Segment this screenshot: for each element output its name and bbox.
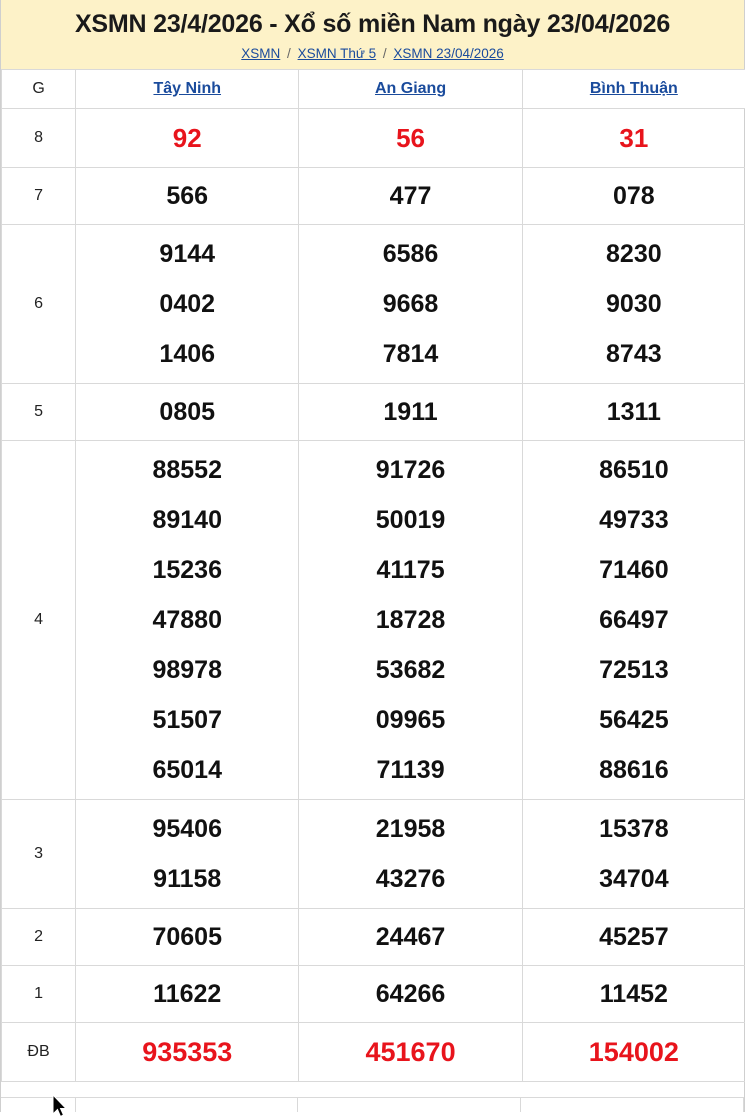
number: 91158: [76, 854, 298, 904]
lottery-results-table: [1, 69, 745, 1082]
number: 1911: [299, 388, 521, 436]
number: 88616: [523, 745, 745, 795]
breadcrumb-separator-2: /: [383, 46, 387, 61]
prize-label: 6: [2, 224, 76, 383]
province-link-tay-ninh[interactable]: Tây Ninh: [153, 80, 221, 97]
prize-label: 2: [2, 908, 76, 965]
table-row: [2, 167, 745, 224]
number: 451670: [299, 1027, 521, 1077]
number: 18728: [299, 595, 521, 645]
page-header: [1, 0, 744, 69]
number: 8743: [523, 329, 745, 379]
number: 41175: [299, 545, 521, 595]
number: 50019: [299, 495, 521, 545]
number: 9144: [76, 229, 298, 279]
number: 1406: [76, 329, 298, 379]
prize-numbers: [299, 224, 522, 383]
number: 70605: [76, 913, 298, 961]
number: 0402: [76, 279, 298, 329]
prize-numbers: [76, 440, 299, 799]
prize-numbers: [299, 908, 522, 965]
breadcrumb-item-3[interactable]: XSMN 23/04/2026: [393, 46, 503, 61]
number: 24467: [299, 913, 521, 961]
number: 21958: [299, 804, 521, 854]
prize-numbers: [299, 799, 522, 908]
breadcrumb: [9, 46, 736, 61]
number: 34704: [523, 854, 745, 904]
prize-numbers: [522, 908, 745, 965]
number: 0805: [76, 388, 298, 436]
number: 45257: [523, 913, 745, 961]
table-body: [2, 108, 745, 1081]
prize-numbers: [299, 1022, 522, 1081]
number: 91726: [299, 445, 521, 495]
prize-label: 5: [2, 383, 76, 440]
number: 72513: [523, 645, 745, 695]
table-row: [2, 1022, 745, 1081]
table-row: [2, 224, 745, 383]
prize-label: 8: [2, 108, 76, 167]
prize-numbers: [522, 799, 745, 908]
table-head: [2, 69, 745, 108]
prize-numbers: [299, 440, 522, 799]
prize-numbers: [76, 224, 299, 383]
number: 31: [523, 113, 745, 163]
table-row: [2, 108, 745, 167]
number: 7814: [299, 329, 521, 379]
table-row: [2, 799, 745, 908]
number: 8230: [523, 229, 745, 279]
number: 11452: [523, 970, 745, 1018]
number: 15378: [523, 804, 745, 854]
table-bottom-edge: [1, 1097, 744, 1112]
prize-numbers: [299, 965, 522, 1022]
number: 49733: [523, 495, 745, 545]
number: 88552: [76, 445, 298, 495]
number: 1311: [523, 388, 745, 436]
number: 92: [76, 113, 298, 163]
breadcrumb-separator-1: /: [287, 46, 291, 61]
prize-numbers: [299, 167, 522, 224]
prize-numbers: [522, 108, 745, 167]
prize-numbers: [522, 224, 745, 383]
province-header-an-giang: [299, 69, 522, 108]
number: 935353: [76, 1027, 298, 1077]
table-row: [2, 908, 745, 965]
prize-label: ĐB: [2, 1022, 76, 1081]
prize-numbers: [522, 1022, 745, 1081]
prize-numbers: [299, 108, 522, 167]
prize-label: 1: [2, 965, 76, 1022]
number: 64266: [299, 970, 521, 1018]
number: 89140: [76, 495, 298, 545]
prize-numbers: [76, 799, 299, 908]
breadcrumb-item-2[interactable]: XSMN Thứ 5: [298, 46, 377, 61]
breadcrumb-item-1[interactable]: XSMN: [241, 46, 280, 61]
province-header-tay-ninh: [76, 69, 299, 108]
prize-numbers: [76, 965, 299, 1022]
number: 95406: [76, 804, 298, 854]
number: 56425: [523, 695, 745, 745]
number: 15236: [76, 545, 298, 595]
number: 66497: [523, 595, 745, 645]
number: 566: [76, 172, 298, 220]
prize-label: 7: [2, 167, 76, 224]
number: 9030: [523, 279, 745, 329]
page-title: XSMN 23/4/2026 - Xổ số miền Nam ngày 23/04/2026: [9, 10, 736, 39]
province-link-an-giang[interactable]: An Giang: [375, 80, 446, 97]
prize-numbers: [522, 383, 745, 440]
prize-numbers: [76, 167, 299, 224]
prize-numbers: [522, 965, 745, 1022]
table-row: [2, 383, 745, 440]
prize-numbers: [522, 167, 745, 224]
number: 98978: [76, 645, 298, 695]
number: 86510: [523, 445, 745, 495]
number: 65014: [76, 745, 298, 795]
number: 6586: [299, 229, 521, 279]
number: 47880: [76, 595, 298, 645]
edge-cell-1: [76, 1098, 299, 1112]
number: 154002: [523, 1027, 745, 1077]
table-row: [2, 440, 745, 799]
prize-numbers: [299, 383, 522, 440]
edge-cell-3: [521, 1098, 744, 1112]
number: 43276: [299, 854, 521, 904]
number: 078: [523, 172, 745, 220]
province-header-binh-thuan: [522, 69, 745, 108]
edge-cell-2: [298, 1098, 521, 1112]
number: 71460: [523, 545, 745, 595]
number: 9668: [299, 279, 521, 329]
number: 53682: [299, 645, 521, 695]
number: 11622: [76, 970, 298, 1018]
table-row: [2, 965, 745, 1022]
prize-label: 4: [2, 440, 76, 799]
prize-numbers: [76, 1022, 299, 1081]
prize-label: 3: [2, 799, 76, 908]
table-header-row: [2, 69, 745, 108]
number: 56: [299, 113, 521, 163]
prize-numbers: [76, 908, 299, 965]
prize-numbers: [76, 383, 299, 440]
number: 477: [299, 172, 521, 220]
number: 51507: [76, 695, 298, 745]
number: 09965: [299, 695, 521, 745]
prize-column-header: G: [2, 69, 76, 108]
prize-numbers: [76, 108, 299, 167]
province-link-binh-thuan[interactable]: Bình Thuận: [590, 80, 678, 97]
number: 71139: [299, 745, 521, 795]
prize-numbers: [522, 440, 745, 799]
